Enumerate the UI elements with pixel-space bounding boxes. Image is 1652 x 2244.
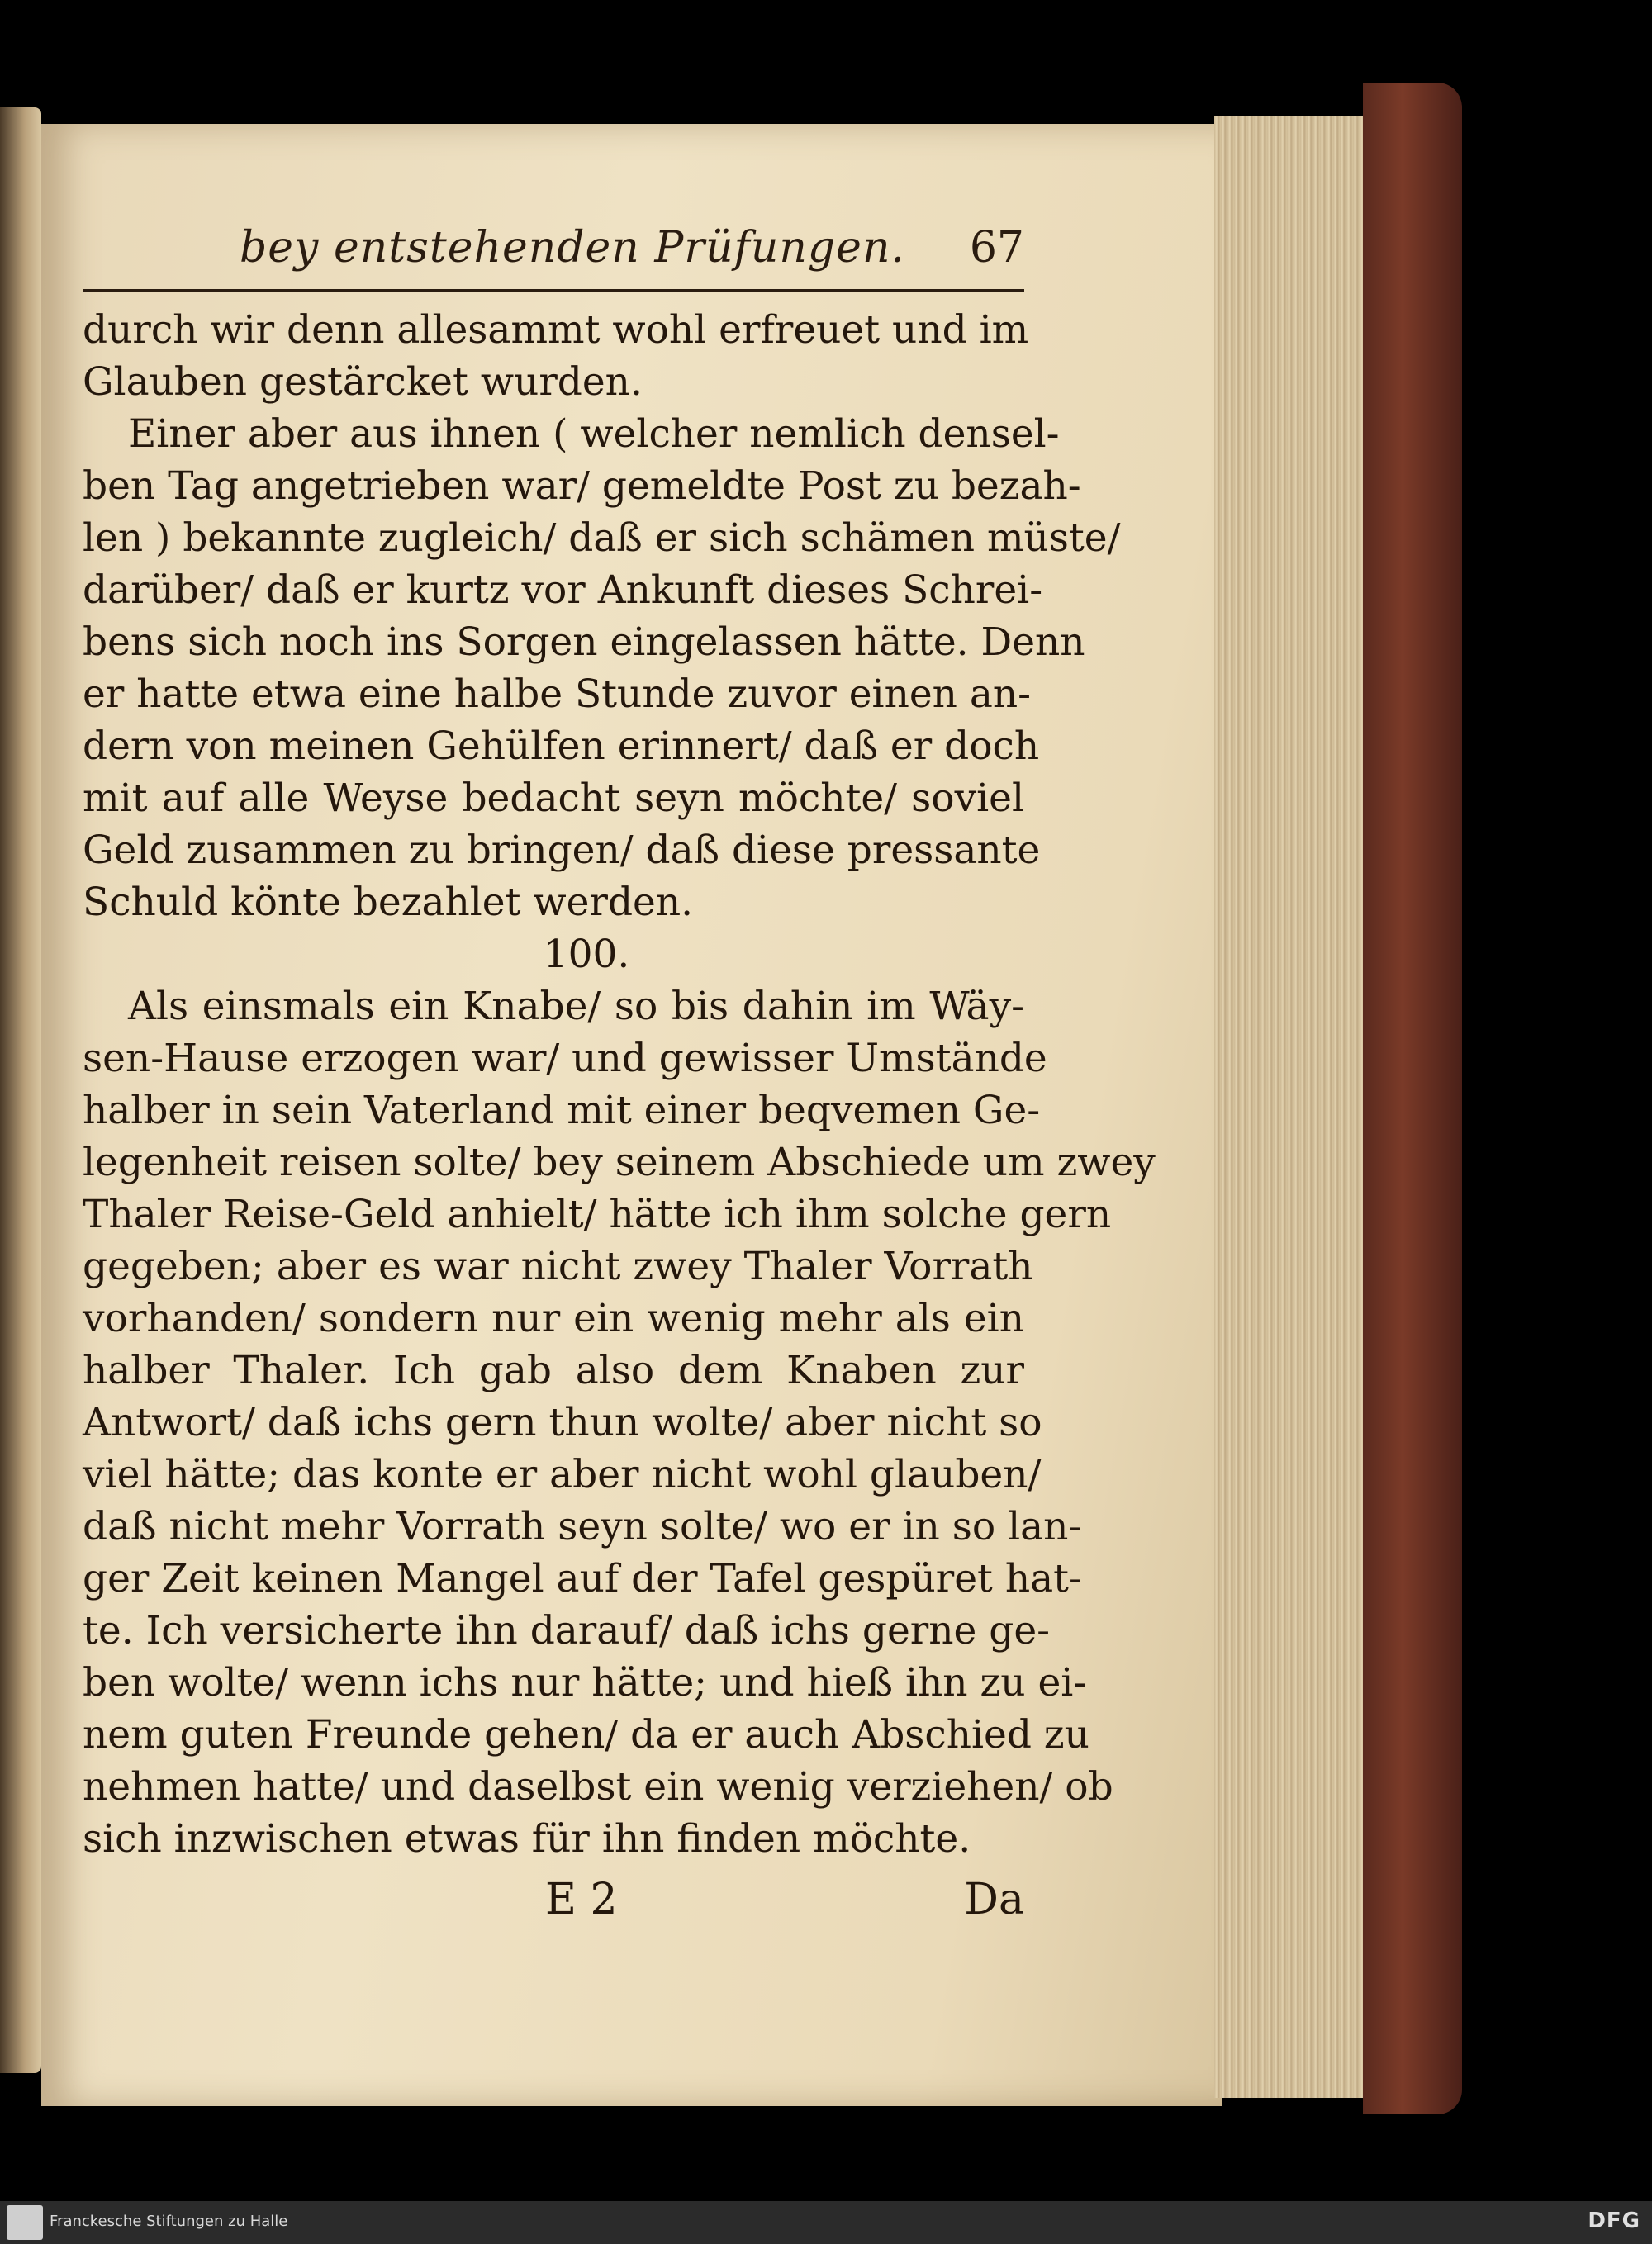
signature-mark: E 2 bbox=[545, 1875, 618, 1924]
text-line: nem guten Freunde gehen/ da er auch Abschied zu bbox=[83, 1712, 1089, 1758]
text-line: mit auf alle Weyse bedacht seyn möchte/ soviel bbox=[83, 776, 1024, 821]
text-line: legenheit reisen solte/ bey seinem Abschiede um zwey bbox=[83, 1140, 1156, 1185]
text-line: daß nicht mehr Vorrath seyn solte/ wo er in so lan- bbox=[83, 1504, 1082, 1549]
page-number: 67 bbox=[969, 223, 1024, 273]
running-head: bey entstehenden Prüfungen. bbox=[240, 223, 905, 273]
text-line: Als einsmals ein Knabe/ so bis dahin im Wäy- bbox=[128, 984, 1024, 1029]
text-line: Schuld könte bezahlet werden. bbox=[83, 880, 694, 925]
text-line: dern von meinen Gehülfen erinnert/ daß er doch bbox=[83, 723, 1040, 769]
page-header bbox=[83, 223, 1024, 281]
text-line: ben wolte/ wenn ichs nur hätte; und hieß ihn zu ei- bbox=[83, 1660, 1087, 1706]
text-line: er hatte etwa eine halbe Stunde zuvor einen an- bbox=[83, 671, 1032, 717]
text-line: bens sich noch ins Sorgen eingelassen hätte. Denn bbox=[83, 619, 1085, 665]
text-line: sich inzwischen etwas für ihn finden möchte. bbox=[83, 1816, 971, 1862]
page-footer bbox=[83, 1875, 1024, 1933]
institution-logo-icon bbox=[7, 2205, 43, 2240]
catchword: Da bbox=[964, 1875, 1024, 1924]
institution-name: Franckesche Stiftungen zu Halle bbox=[50, 2213, 288, 2230]
text-line: ben Tag angetrieben war/ gemeldte Post zu bezah- bbox=[83, 463, 1081, 509]
text-line: sen-Hause erzogen war/ und gewisser Umstände bbox=[83, 1036, 1047, 1081]
section-number: 100. bbox=[543, 932, 630, 977]
text-line: viel hätte; das konte er aber nicht wohl glauben/ bbox=[83, 1452, 1042, 1497]
text-line: ger Zeit keinen Mangel auf der Tafel gespüret hat- bbox=[83, 1556, 1082, 1601]
text-line: halber Thaler. Ich gab also dem Knaben zur bbox=[83, 1348, 1024, 1393]
page-edges bbox=[1214, 116, 1371, 2098]
text-line: len ) bekannte zugleich/ daß er sich schämen müste/ bbox=[83, 515, 1121, 561]
text-line: te. Ich versicherte ihn darauf/ daß ichs gerne ge- bbox=[83, 1608, 1051, 1653]
header-rule bbox=[83, 289, 1024, 292]
book-cover bbox=[1363, 83, 1462, 2114]
left-page-edge bbox=[0, 107, 41, 2073]
text-line: Glauben gestärcket wurden. bbox=[83, 359, 643, 405]
text-line: darüber/ daß er kurtz vor Ankunft dieses Schrei- bbox=[83, 567, 1043, 613]
text-line: Geld zusammen zu bringen/ daß diese pressante bbox=[83, 828, 1041, 873]
text-line: gegeben; aber es war nicht zwey Thaler Vorrath bbox=[83, 1244, 1033, 1289]
viewer-footer-bar bbox=[0, 2201, 1652, 2244]
text-line: Thaler Reise-Geld anhielt/ hätte ich ihm solche gern bbox=[83, 1192, 1112, 1237]
text-line: vorhanden/ sondern nur ein wenig mehr als ein bbox=[83, 1296, 1024, 1341]
text-line: Antwort/ daß ichs gern thun wolte/ aber nicht so bbox=[83, 1400, 1042, 1445]
text-line: Einer aber aus ihnen ( welcher nemlich densel- bbox=[128, 411, 1060, 457]
text-line: halber in sein Vaterland mit einer beqvemen Ge- bbox=[83, 1088, 1041, 1133]
text-line: nehmen hatte/ und daselbst ein wenig verziehen/ ob bbox=[83, 1764, 1113, 1810]
page-text bbox=[83, 304, 1156, 1865]
dfg-logo: DFG bbox=[1588, 2208, 1640, 2233]
text-line: durch wir denn allesammt wohl erfreuet und im bbox=[83, 307, 1029, 353]
